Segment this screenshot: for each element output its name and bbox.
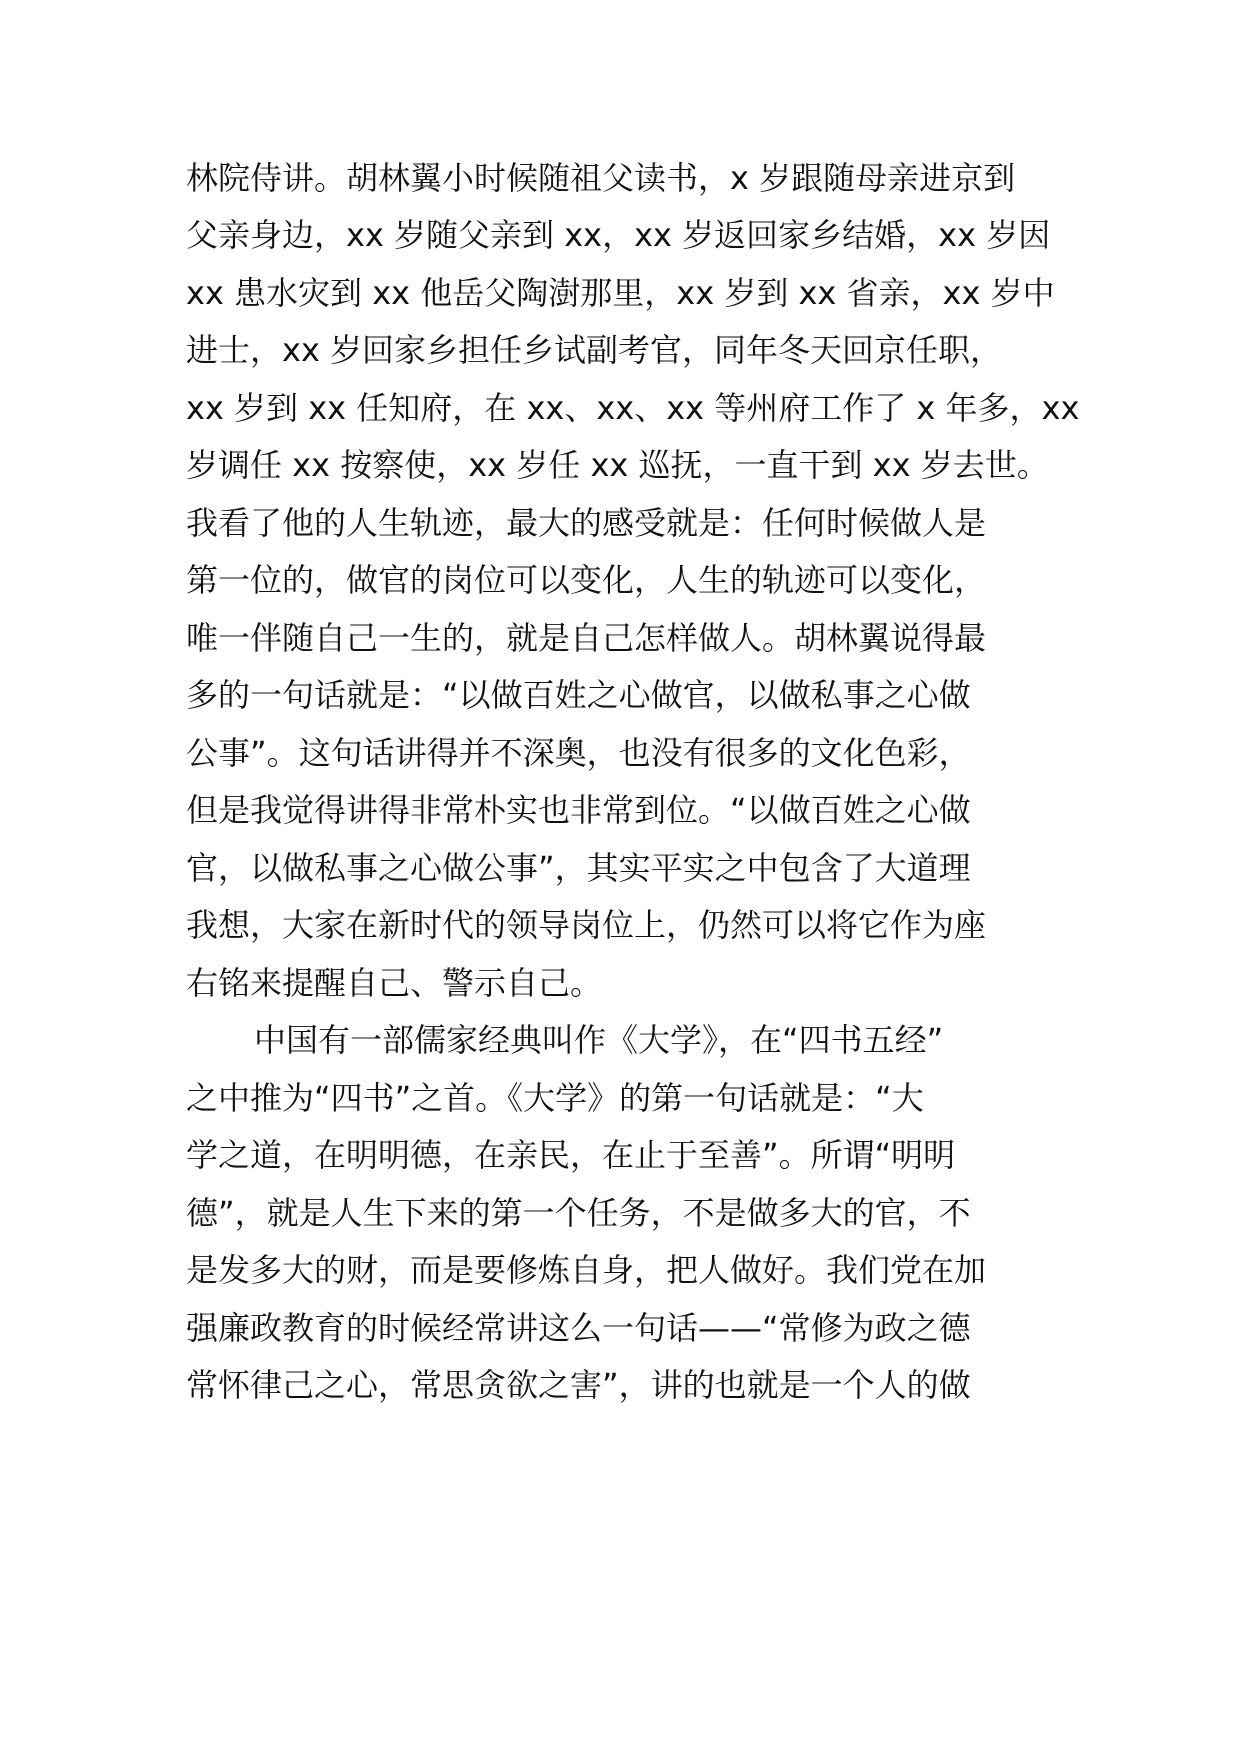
text-line: 是发多大的财，而是要修炼自身，把人做好。我们党在加: [186, 1251, 987, 1289]
text-line: 我看了他的人生轨迹，最大的感受就是：任何时候做人是: [186, 504, 987, 542]
text-line: 林院侍讲。胡林翼小时候随祖父读书，x 岁跟随母亲进京到: [186, 159, 1016, 197]
text-line: 但是我觉得讲得非常朴实也非常到位。“以做百姓之心做: [186, 791, 971, 829]
text-line: 唯一伴随自己一生的，就是自己怎样做人。胡林翼说得最: [186, 619, 987, 657]
paragraph-first-line: 中国有一部儒家经典叫作《大学》，在“四书五经”: [254, 1021, 944, 1059]
text-line: xx 患水灾到 xx 他岳父陶澍那里，xx 岁到 xx 省亲，xx 岁中: [186, 274, 1055, 312]
text-line: 强廉政教育的时候经常讲这么一句话——“常修为政之德: [186, 1309, 971, 1347]
text-line: 德”，就是人生下来的第一个任务，不是做多大的官，不: [186, 1194, 971, 1232]
text-line: 官，以做私事之心做公事”，其实平实之中包含了大道理: [186, 849, 971, 887]
text-line: 学之道，在明明德，在亲民，在止于至善”。所谓“明明: [186, 1136, 956, 1174]
text-line: 之中推为“四书”之首。《大学》的第一句话就是：“大: [186, 1079, 924, 1117]
text-line: 多的一句话就是：“以做百姓之心做官，以做私事之心做: [186, 676, 971, 714]
text-line: 右铭来提醒自己、警示自己。: [186, 964, 603, 1002]
text-line: 父亲身边，xx 岁随父亲到 xx，xx 岁返回家乡结婚，xx 岁因: [186, 216, 1051, 254]
text-line: 第一位的，做官的岗位可以变化，人生的轨迹可以变化，: [186, 561, 987, 599]
text-line: 常怀律己之心，常思贪欲之害”，讲的也就是一个人的做: [186, 1366, 971, 1404]
text-line: 我想，大家在新时代的领导岗位上，仍然可以将它作为座: [186, 906, 987, 944]
text-line: 岁调任 xx 按察使，xx 岁任 xx 巡抚，一直干到 xx 岁去世。: [186, 446, 1049, 484]
text-line: 进士，xx 岁回家乡担任乡试副考官，同年冬天回京任职，: [186, 331, 1003, 369]
text-line: 公事”。这句话讲得并不深奥，也没有很多的文化色彩，: [186, 734, 971, 772]
text-line: xx 岁到 xx 任知府，在 xx、xx、xx 等州府工作了 x 年多，xx: [186, 389, 1080, 427]
